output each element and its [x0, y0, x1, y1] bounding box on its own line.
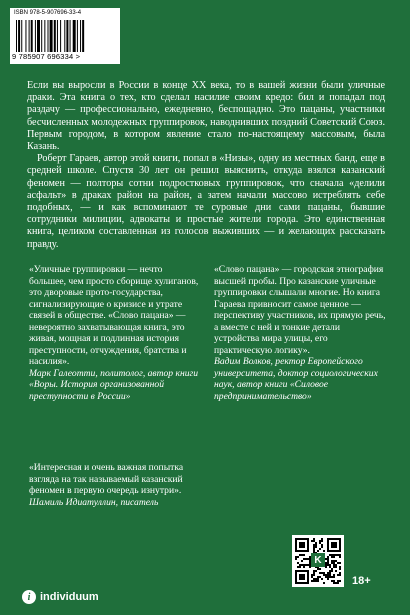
qr-code — [292, 535, 344, 587]
intro-text — [27, 80, 385, 251]
barcode-digits: 9 785907 696334 > — [12, 52, 81, 61]
qr-center-logo: K — [311, 553, 325, 567]
publisher-logo-icon: i — [22, 590, 36, 604]
publisher-name: individuum — [40, 591, 99, 603]
isbn-label: ISBN 978-5-907696-33-4 — [14, 10, 82, 16]
quote-text: «Уличные группировки — нечто большее, чем просто сборище хулиганов, это дворовые прото-государства, сигнализирующие о кризисе и утрате связей в обществе. «Слово пацана» — невероятно захватывающая книга, это живая, мощная и подлинная история преступности, отчуждения, братства и насилия». — [29, 264, 199, 367]
quote-attribution: Марк Галеотти, политолог, автор книги «Воры. История организованной преступности в России» — [29, 367, 199, 402]
barcode-bars — [16, 20, 114, 52]
quote-attribution: Шамиль Идиатуллин, писатель — [29, 496, 159, 508]
quote-attribution: Вадим Волков, ректор Европейского университета, доктор социологических наук, автор книги «Силовое предпринимательство» — [214, 356, 378, 402]
intro-paragraph-1: Если вы выросли в России в конце XX века, то в вашей жизни были уличные драки. Эта книга о тех, кто сделал насилие своим кредо: бил и попадал под раздачу — профессионально, ежедневно, беспощадно. Это пацаны, участники бесчисленных молодежных группировок, наводнивших поздний Советский Союз. Первым городом, в котором явление стало по-настоящему массовым, была Казань. — [27, 80, 385, 153]
isbn-barcode — [10, 8, 120, 64]
review-quote-1 — [29, 264, 199, 402]
quote-text: «Слово пацана» — городская этнография высшей пробы. Про казанские уличные группировки слышали многие. Но книга Гараева привносит самое ценное — перспективу участников, их прямую речь, а вместе с ней и тонкие детали устройства мира улицы, его практическую логику». — [214, 264, 386, 356]
publisher-logo — [22, 590, 99, 604]
review-quote-3 — [29, 462, 199, 508]
age-rating-badge: 18+ — [352, 575, 371, 587]
quote-text: «Интересная и очень важная попытка взгляда на так называемый казанский феномен в первую очередь изнутри». — [29, 462, 184, 496]
intro-paragraph-2: Роберт Гараев, автор этой книги, попал в «Низы», одну из местных банд, еще в средней школе. Спустя 30 лет он решил выяснить, откуда взялся казанский феномен — полторы сотни подростковых группировок, что сначала «делили асфальт» в драках район на район, а затем начали массово истреблять себе подобных, — и как вспоминают те суровые дни сами пацаны, бывшие сотрудники милиции, адвокаты и простые жители города. Это единственная книга, целиком составленная из голосов выживших — и желающих рассказать правду. — [27, 153, 385, 250]
review-quote-2 — [214, 264, 386, 402]
